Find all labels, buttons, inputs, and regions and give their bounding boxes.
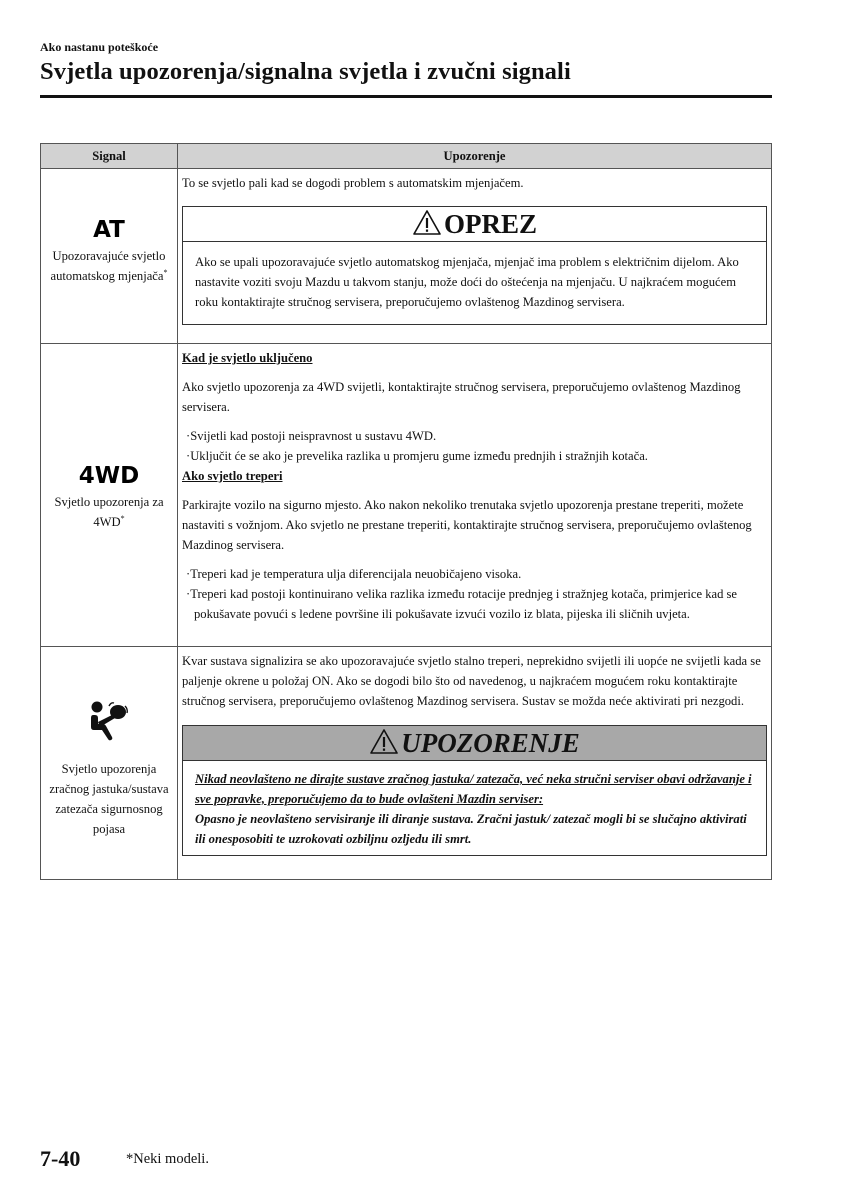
4wd-flash-text: Parkirajte vozilo na sigurno mjesto. Ako nakon nekoliko trenutaka svjetlo upozorenja prestane treperiti, možete nastaviti s vožnjom. Ako svjetlo ne prestane treperiti, kontaktirajte stručnog servisera, preporučujemo ovlaštenog Mazdinog servisera. [182,498,752,552]
caution-box [182,206,767,325]
at-warning-label: Upozoravajuće svjetlo automatskog mjenjača* [50,249,168,283]
warning-header [183,726,766,761]
signal-cell-4wd [41,344,178,647]
warning-text: Opasno je neovlašteno servisiranje ili diranje sustava. Zračni jastuk/ zatezač mogli bi se slučajno aktivirati ili onesposobiti te uzrokovati ozbiljnu ozljedu ili smrt. [195,812,747,846]
airbag-person-icon [88,700,130,742]
warning-cell-4wd [178,344,772,647]
warning-box [182,725,767,856]
column-header-warning: Upozorenje [178,144,772,169]
warning-title: UPOZORENJE [401,728,580,758]
page-title: Svjetla upozorenja/signalna svjetla i zvučni signali [40,58,571,85]
warning-cell-airbag [178,647,772,880]
airbag-intro-text: Kvar sustava signalizira se ako upozoravajuće svjetlo stalno treperi, neprekidno svijetli ili uopće ne svijetli kada se paljenje okrene u položaj ON. Ako se dogodi bilo što od navedenog, u najkraćem mogućem roku kontaktirajte stručnog servisera, preporučujemo ovlaštenog Mazdinog servisera. Sustav se možda neće aktivirati pri nezgodi. [182,654,761,708]
footnote: *Neki modeli. [126,1151,209,1167]
4wd-warning-label: Svjetlo upozorenja za 4WD* [54,495,164,529]
warning-triangle-icon [412,209,442,236]
page-number: 7-40 [40,1146,81,1171]
warning-light-table [40,143,772,880]
warning-underlined-text: Nikad neovlašteno ne dirajte sustave zračnog jastuka/ zatezača, već neka stručni serviser obavi održavanje i sve popravke, preporučujemo da to bude ovlašteni Mazdin serviser: [195,772,752,806]
table-row-at [41,169,772,344]
title-rule [40,95,772,98]
4wd-heading-on: Kad je svjetlo uključeno [182,351,313,365]
column-header-signal: Signal [41,144,178,169]
airbag-warning-label: Svjetlo upozorenja zračnog jastuka/sustava zatezača sigurnosnog pojasa [49,762,169,836]
section-title: Ako nastanu poteškoće [40,40,159,54]
4wd-on-bullet-2: ·Uključit će se ako je prevelika razlika u promjeru gume između prednjih i stražnjih kotača. [186,449,648,463]
4wd-heading-flash: Ako svjetlo treperi [182,469,283,483]
table-row-airbag [41,647,772,880]
caution-body: Ako se upali upozoravajuće svjetlo automatskog mjenjača, mjenjač ima problem s električnim dijelom. Ako nastavite voziti svoju Mazdu u takvom stanju, može doći do oštećenja na mjenjaču. U najkraćem mogućem roku kontaktirajte stručnog servisera, preporučujemo ovlaštenog Mazdinog servisera. [195,255,739,309]
caution-header [183,207,766,242]
4wd-on-text: Ako svjetlo upozorenja za 4WD svijetli, kontaktirajte stručnog servisera, preporučujemo ovlaštenog Mazdinog servisera. [182,380,741,414]
4wd-flash-bullet-2: ·Treperi kad postoji kontinuirano velika razlika između rotacije prednjeg i stražnjeg kotača, primjerice kad se pokušavate povući s ledene površine ili pokušavate izvući vozilo iz blata, pijeska ili sličnih uvjeta. [186,587,738,621]
4wd-warning-symbol: 4WD [78,463,140,489]
at-warning-symbol: AT [93,217,125,243]
caution-title: OPREZ [443,209,537,239]
4wd-flash-bullet-1: ·Treperi kad je temperatura ulja diferencijala neuobičajeno visoka. [186,567,522,581]
table-header-row [41,144,772,169]
warning-body [183,761,766,855]
at-intro-text: To se svjetlo pali kad se dogodi problem s automatskim mjenjačem. [182,176,524,190]
warning-triangle-icon [369,728,399,755]
4wd-on-bullet-1: ·Svijetli kad postoji neispravnost u sustavu 4WD. [186,429,437,443]
signal-cell-airbag [41,647,178,880]
table-row-4wd [41,344,772,647]
warning-cell-at [178,169,772,344]
signal-cell-at [41,169,178,344]
